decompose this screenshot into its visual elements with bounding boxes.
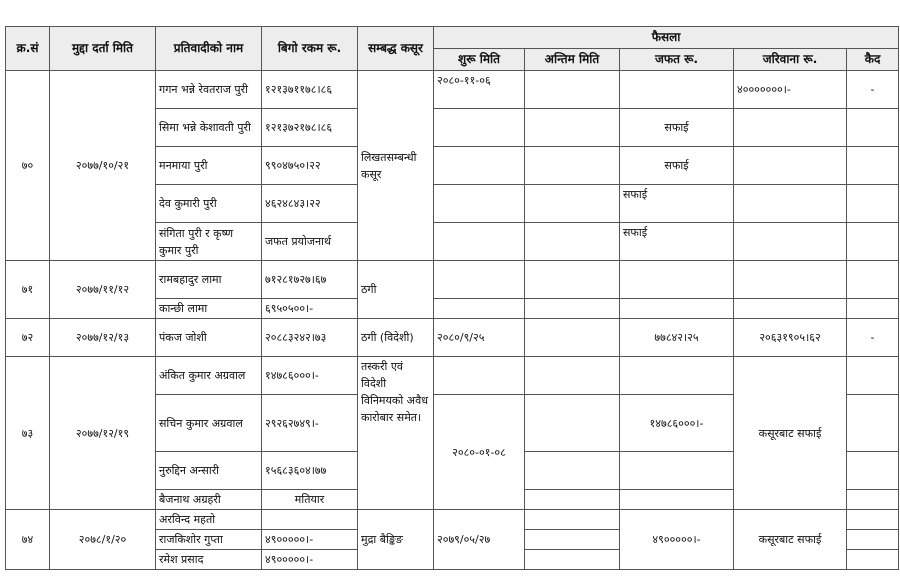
verdict-final-date bbox=[525, 510, 620, 530]
verdict-confiscation: सफाई bbox=[620, 109, 734, 147]
defendant-name: नुरुद्दिन अन्सारी bbox=[156, 452, 262, 490]
verdict-start-date bbox=[434, 185, 525, 223]
verdict-jail bbox=[847, 261, 899, 299]
verdict-confiscation: सफाई bbox=[620, 185, 734, 223]
claim-amount: २९२६२७४९।- bbox=[262, 395, 358, 452]
verdict-start-date: २०८०-११-०६ bbox=[434, 71, 525, 109]
case-sn: ७० bbox=[6, 71, 50, 261]
claim-amount: ६९५०५००।- bbox=[262, 299, 358, 319]
verdict-jail bbox=[847, 109, 899, 147]
verdict-fine: कसूरबाट सफाई bbox=[734, 357, 847, 510]
defendant-name: सिमा भन्ने केशावती पुरी bbox=[156, 109, 262, 147]
verdict-final-date bbox=[525, 550, 620, 570]
verdict-final-date bbox=[525, 147, 620, 185]
verdict-confiscation bbox=[620, 490, 734, 510]
claim-amount: ९९०४७५०।२२ bbox=[262, 147, 358, 185]
header-fine: जरिवाना रू. bbox=[734, 49, 847, 71]
verdict-start-date bbox=[434, 109, 525, 147]
verdict-confiscation: सफाई bbox=[620, 147, 734, 185]
case-offense: लिखतसम्बन्धी कसूर bbox=[358, 71, 434, 261]
defendant-name: पंकज जोशी bbox=[156, 319, 262, 357]
defendant-name: संगिता पुरी र कृष्ण कुमार पुरी bbox=[156, 223, 262, 261]
verdict-confiscation: १४७८६०००।- bbox=[620, 395, 734, 452]
defendant-name: सचिन कुमार अग्रवाल bbox=[156, 395, 262, 452]
verdict-final-date bbox=[525, 530, 620, 550]
verdict-final-date bbox=[525, 261, 620, 299]
claim-amount: १४७८६०००।- bbox=[262, 357, 358, 395]
header-amount: बिगो रकम रू. bbox=[262, 27, 358, 71]
verdict-jail: - bbox=[847, 319, 899, 357]
claim-amount: ७१२८१७२७।६७ bbox=[262, 261, 358, 299]
verdict-fine: ४०००००००।- bbox=[734, 71, 847, 109]
verdict-fine bbox=[734, 299, 847, 319]
verdict-final-date bbox=[525, 395, 620, 452]
table-row bbox=[6, 71, 899, 109]
verdict-fine bbox=[734, 147, 847, 185]
verdict-start-date bbox=[434, 299, 525, 319]
claim-amount bbox=[262, 510, 358, 530]
defendant-name: रामबहादुर लामा bbox=[156, 261, 262, 299]
header-start-date: शुरू मिति bbox=[434, 49, 525, 71]
defendant-name: कान्छी लामा bbox=[156, 299, 262, 319]
case-reg-date: २०७८/१/२० bbox=[50, 510, 156, 570]
defendant-name: देव कुमारी पुरी bbox=[156, 185, 262, 223]
verdict-confiscation: ४९०००००।- bbox=[620, 510, 734, 570]
verdict-confiscation bbox=[620, 261, 734, 299]
verdict-jail bbox=[847, 223, 899, 261]
claim-amount: मतियार bbox=[262, 490, 358, 510]
verdict-start-date bbox=[434, 357, 525, 395]
case-reg-date: २०७७/१२/१९ bbox=[50, 357, 156, 510]
claim-amount: जफत प्रयोजनार्थ bbox=[262, 223, 358, 261]
case-sn: ७३ bbox=[6, 357, 50, 510]
claim-amount: १२१३७११७८।८६ bbox=[262, 71, 358, 109]
header-final-date: अन्तिम मिति bbox=[525, 49, 620, 71]
header-row-top bbox=[6, 27, 899, 49]
verdict-confiscation bbox=[620, 452, 734, 490]
verdict-confiscation bbox=[620, 71, 734, 109]
header-verdict: फैसला bbox=[434, 27, 899, 49]
verdict-confiscation: ७७८४२।२५ bbox=[620, 319, 734, 357]
case-offense: तस्करी एवं विदेशी विनिमयको अवैध कारोबार समेत। bbox=[358, 357, 434, 510]
verdict-jail bbox=[847, 550, 899, 570]
case-reg-date: २०७७/११/१२ bbox=[50, 261, 156, 319]
claim-amount: १५६८३६०४।७७ bbox=[262, 452, 358, 490]
claim-amount: ४६२४८४३।२२ bbox=[262, 185, 358, 223]
verdict-final-date bbox=[525, 109, 620, 147]
verdict-final-date bbox=[525, 299, 620, 319]
verdict-jail bbox=[847, 490, 899, 510]
verdict-start-date: २०८०/९/२५ bbox=[434, 319, 525, 357]
defendant-name: अरविन्द महतो bbox=[156, 510, 262, 530]
table-row bbox=[6, 319, 899, 357]
verdict-confiscation bbox=[620, 299, 734, 319]
verdict-confiscation bbox=[620, 357, 734, 395]
defendant-name: रमेश प्रसाद bbox=[156, 550, 262, 570]
table-row bbox=[6, 261, 899, 299]
header-reg-date: मुद्दा दर्ता मिति bbox=[50, 27, 156, 71]
case-sn: ७४ bbox=[6, 510, 50, 570]
defendant-name: मनमाया पुरी bbox=[156, 147, 262, 185]
case-offense: ठगी (विदेशी) bbox=[358, 319, 434, 357]
verdict-fine bbox=[734, 261, 847, 299]
claim-amount: २०८८३२४२।७३ bbox=[262, 319, 358, 357]
verdict-fine bbox=[734, 223, 847, 261]
case-reg-date: २०७७/१०/२१ bbox=[50, 71, 156, 261]
verdict-fine bbox=[734, 185, 847, 223]
case-sn: ७१ bbox=[6, 261, 50, 319]
verdict-jail bbox=[847, 299, 899, 319]
verdict-start-date: २०७९/०५/२७ bbox=[434, 510, 525, 570]
header-offense: सम्बद्ध कसूर bbox=[358, 27, 434, 71]
verdict-fine bbox=[734, 109, 847, 147]
header-sn: क्र.सं bbox=[6, 27, 50, 71]
case-verdict-table bbox=[5, 26, 899, 570]
header-jail: कैद bbox=[847, 49, 899, 71]
verdict-jail bbox=[847, 357, 899, 395]
verdict-start-date: २०८०-०१-०८ bbox=[434, 395, 525, 510]
verdict-final-date bbox=[525, 452, 620, 490]
case-offense: मुद्रा बैङ्किङ bbox=[358, 510, 434, 570]
verdict-final-date bbox=[525, 71, 620, 109]
verdict-jail bbox=[847, 452, 899, 490]
verdict-final-date bbox=[525, 223, 620, 261]
verdict-final-date bbox=[525, 490, 620, 510]
verdict-jail bbox=[847, 510, 899, 530]
table-row bbox=[6, 357, 899, 395]
verdict-jail bbox=[847, 147, 899, 185]
case-sn: ७२ bbox=[6, 319, 50, 357]
defendant-name: अंकित कुमार अग्रवाल bbox=[156, 357, 262, 395]
verdict-jail bbox=[847, 395, 899, 452]
verdict-final-date bbox=[525, 185, 620, 223]
verdict-final-date bbox=[525, 357, 620, 395]
verdict-fine: २०६३१९०५।६२ bbox=[734, 319, 847, 357]
verdict-jail bbox=[847, 530, 899, 550]
verdict-fine: कसूरबाट सफाई bbox=[734, 510, 847, 570]
header-defendant: प्रतिवादीको नाम bbox=[156, 27, 262, 71]
defendant-name: गगन भन्ने रेवतराज पुरी bbox=[156, 71, 262, 109]
verdict-start-date bbox=[434, 261, 525, 299]
defendant-name: बैजनाथ अग्रहरी bbox=[156, 490, 262, 510]
table-row bbox=[6, 510, 899, 530]
verdict-confiscation: सफाई bbox=[620, 223, 734, 261]
case-reg-date: २०७७/१२/१३ bbox=[50, 319, 156, 357]
claim-amount: ४९०००००।- bbox=[262, 530, 358, 550]
verdict-final-date bbox=[525, 319, 620, 357]
header-confiscation: जफत रू. bbox=[620, 49, 734, 71]
verdict-jail bbox=[847, 185, 899, 223]
defendant-name: राजकिशोर गुप्ता bbox=[156, 530, 262, 550]
verdict-start-date bbox=[434, 147, 525, 185]
claim-amount: ४९०००००।- bbox=[262, 550, 358, 570]
verdict-start-date bbox=[434, 223, 525, 261]
claim-amount: १२१३७२१७८।८६ bbox=[262, 109, 358, 147]
case-offense: ठगी bbox=[358, 261, 434, 319]
verdict-jail: - bbox=[847, 71, 899, 109]
